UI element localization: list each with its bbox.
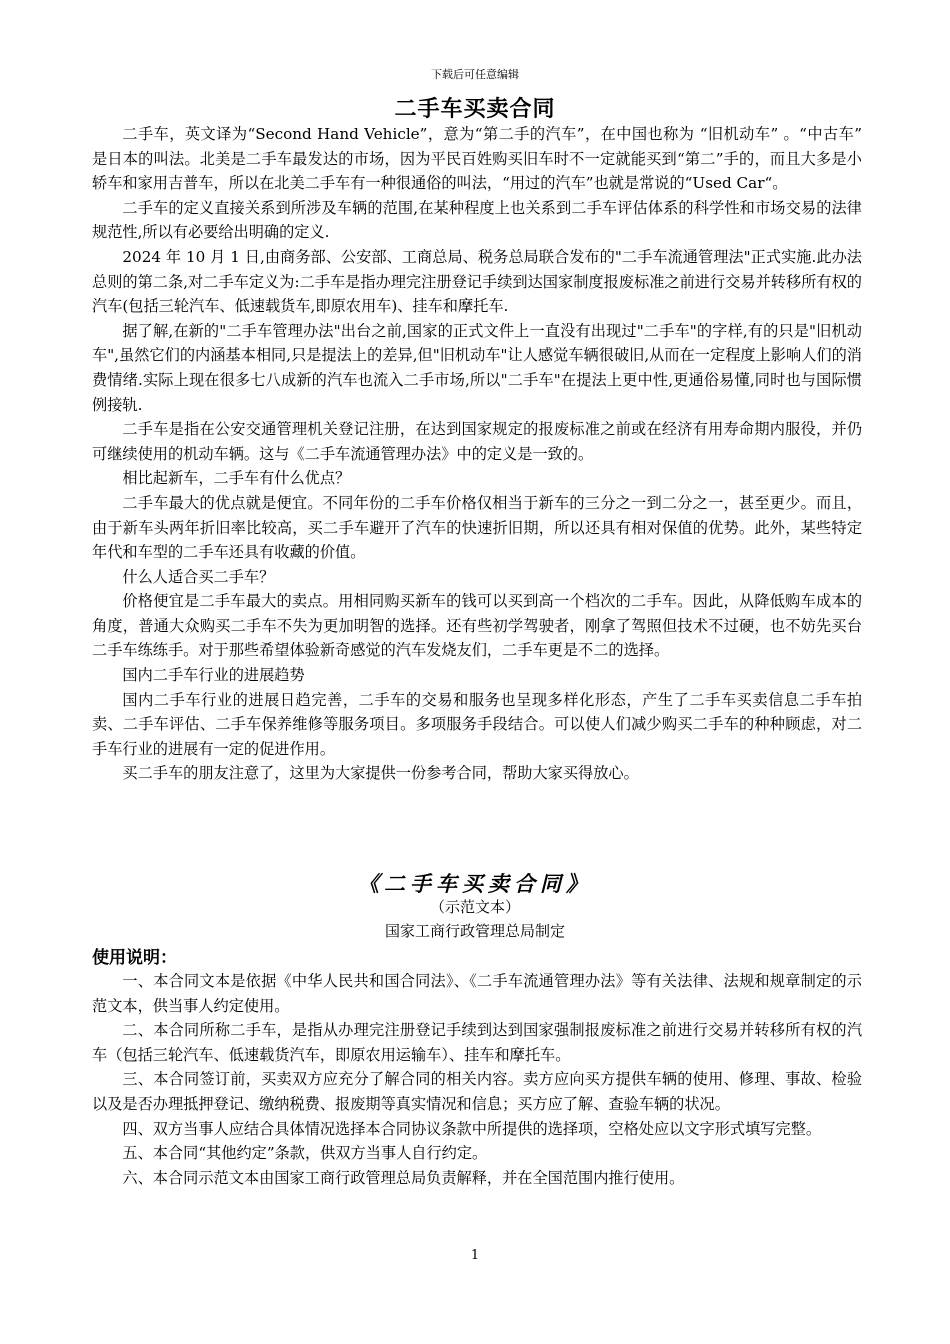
usage-item: 一、本合同文本是依据《中华人民共和国合同法》、《二手车流通管理办法》等有关法律、法规和规章制定的示范文本，供当事人约定使用。 bbox=[92, 972, 862, 1015]
section-question: 什么人适合买二手车？ bbox=[122, 567, 275, 586]
paragraph: 二手车的定义直接关系到所涉及车辆的范围,在某种程度上也关系到二手车评估体系的科学性和市场交易的法律规范性,所以有必要给出明确的定义. bbox=[92, 198, 862, 242]
page-number: 1 bbox=[470, 1248, 480, 1263]
sample-note: （示范文本） bbox=[429, 898, 520, 916]
usage-item: 四、双方当事人应结合具体情况选择本合同协议条款中所提供的选择项，空格处应以文字形式填写完整。 bbox=[122, 1119, 822, 1138]
paragraph: 二手车是指在公安交通管理机关登记注册，在达到国家规定的报废标准之前或在经济有用寿命期内服役，并仍可继续使用的机动车辆。这与《二手车流通管理办法》中的定义是一致的。 bbox=[92, 420, 862, 463]
contract-title: 《二手车买卖合同》 bbox=[358, 871, 592, 896]
usage-item: 六、本合同示范文本由国家工商行政管理总局负责解释，并在全国范围内推行使用。 bbox=[122, 1168, 685, 1187]
usage-item: 五、本合同“其他约定”条款，供双方当事人自行约定。 bbox=[122, 1144, 488, 1163]
usage-item: 三、本合同签订前，买卖双方应充分了解合同的相关内容。卖方应向买方提供车辆的使用、修理、事故、检验以及是否办理抵押登记、缴纳税费、报废期等真实情况和信息；买方应了解、查验车辆的状况。 bbox=[92, 1070, 862, 1113]
document-title: 二手车买卖合同 bbox=[394, 96, 556, 122]
paragraph: 价格便宜是二手车最大的卖点。用相同购买新车的钱可以买到高一个档次的二手车。因此，从降低购车成本的角度，普通大众购买二手车不失为更加明智的选择。还有些初学驾驶者，刚拿了驾照但技术不过硬，也不妨先买台二手车练练手。对于那些希望体验新奇感觉的汽车发烧友们，二手车更是不二的选择。 bbox=[92, 592, 862, 660]
intro-body bbox=[92, 122, 862, 786]
usage-list bbox=[92, 969, 862, 1190]
paragraph: 二手车，英文译为“Second Hand Vehicle”，意为“第二手的汽车”，在中国也称为 “旧机动车” 。“中古车” 是日本的叫法。北美是二手车最发达的市场，因为平民百姓购买旧车时不一定就能买到“第二”手的，而且大多是小轿车和家用吉普车，所以在北美二手车有一种很通俗的叫法，“用过的汽车”也就是常说的“Used Car“。 bbox=[92, 125, 862, 193]
issuing-authority: 国家工商行政管理总局制定 bbox=[384, 922, 565, 940]
paragraph: 2024 年 10 月 1 日,由商务部、公安部、工商总局、税务总局联合发布的"二手车流通管理法"正式实施.此办法总则的第二条,对二手车定义为:二手车是指办理完注册登记手续到达国家制度报废标准之前进行交易并转移所有权的汽车(包括三轮汽车、低速载货车,即原农用车)、挂车和摩托车. bbox=[92, 247, 862, 316]
section-question: 相比起新车，二手车有什么优点？ bbox=[122, 469, 351, 488]
section-heading: 国内二手车行业的进展趋势 bbox=[122, 666, 305, 685]
header-note: 下载后可任意编辑 bbox=[431, 68, 519, 81]
usage-heading: 使用说明： bbox=[92, 948, 177, 968]
paragraph: 买二手车的朋友注意了，这里为大家提供一份参考合同，帮助大家买得放心。 bbox=[122, 764, 639, 783]
paragraph: 国内二手车行业的进展日趋完善，二手车的交易和服务也呈现多样化形态，产生了二手车买卖信息二手车拍卖、二手车评估、二手车保养维修等服务项目。多项服务手段结合。可以使人们减少购买二手车的种种顾虑，对二手车行业的进展有一定的促进作用。 bbox=[92, 690, 862, 758]
usage-item: 二、本合同所称二手车，是指从办理完注册登记手续到达到国家强制报废标准之前进行交易并转移所有权的汽车（包括三轮汽车、低速载货汽车，即原农用运输车）、挂车和摩托车。 bbox=[92, 1021, 862, 1064]
paragraph: 二手车最大的优点就是便宜。不同年份的二手车价格仅相当于新车的三分之一到二分之一，甚至更少。而且，由于新车头两年折旧率比较高，买二手车避开了汽车的快速折旧期，所以还具有相对保值的优势。此外，某些特定年代和车型的二手车还具有收藏的价值。 bbox=[92, 493, 862, 562]
paragraph: 据了解,在新的"二手车管理办法"出台之前,国家的正式文件上一直没有出现过"二手车"的字样,有的只是"旧机动车",虽然它们的内涵基本相同,只是提法上的差异,但"旧机动车"让人感觉车辆很破旧,从而在一定程度上影响人们的消费情绪.实际上现在很多七八成新的汽车也流入二手市场,所以"二手车"在提法上更中性,更通俗易懂,同时也与国际惯例接轨. bbox=[92, 321, 862, 414]
